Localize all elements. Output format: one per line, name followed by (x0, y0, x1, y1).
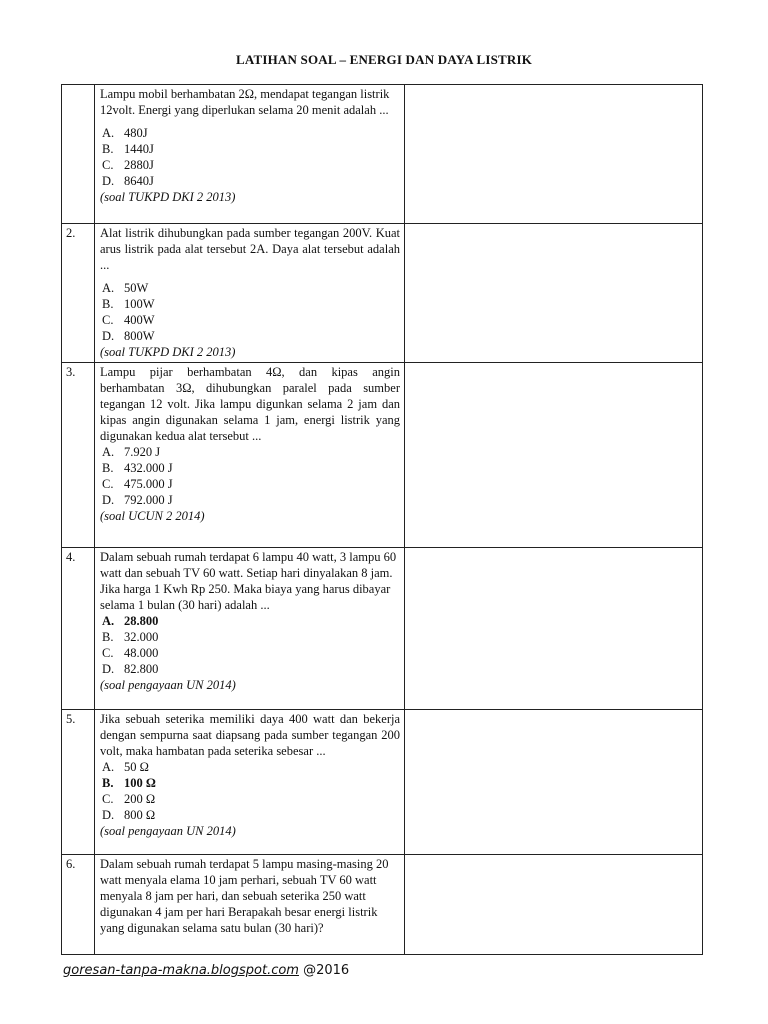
footer (63, 963, 349, 978)
option-item: D. 800W (102, 329, 155, 343)
footer-year: @2016 (298, 963, 350, 978)
question-source: (soal TUKPD DKI 2 2013) (100, 345, 236, 359)
question-text: Lampu mobil berhambatan 2Ω, mendapat tegangan listrik 12volt. Energi yang diperlukan selama 20 menit adalah ... (100, 87, 390, 117)
option-item: A. 7.920 J (102, 445, 161, 459)
question-text: Dalam sebuah rumah terdapat 6 lampu 40 watt, 3 lampu 60 watt dan sebuah TV 60 watt. Setiap hari dinyalakan 8 jam. Jika harga 1 Kwh Rp 250. Maka biaya yang harus dibayar selama 1 bulan (30 hari) adalah ... (100, 550, 397, 612)
options-list (100, 613, 400, 677)
question-cell (95, 85, 405, 224)
table-row (62, 224, 703, 363)
answer-cell[interactable] (405, 710, 703, 855)
table-row (62, 363, 703, 548)
option-item: A. 480J (102, 126, 148, 140)
question-number: 4. (62, 548, 95, 710)
answer-cell[interactable] (405, 855, 703, 955)
option-item: C. 2880J (102, 158, 154, 172)
table-row (62, 710, 703, 855)
question-cell (95, 710, 405, 855)
blog-link[interactable]: goresan-tanpa-makna.blogspot.com (63, 963, 299, 978)
question-text: Alat listrik dihubungkan pada sumber tegangan 200V. Kuat arus listrik pada alat tersebut 2A. Daya alat tersebut adalah ... (100, 226, 400, 272)
question-source: (soal pengayaan UN 2014) (100, 678, 236, 692)
question-number: 2. (62, 224, 95, 363)
question-text: Dalam sebuah rumah terdapat 5 lampu masing-masing 20 watt menyala elama 10 jam perhari, sebuah TV 60 watt menyala 8 jam per hari, dan sebuah seterika 250 watt digunakan 4 jam per hari Berapakah besar energi listrik yang digunakan selama satu bulan (30 hari)? (100, 857, 389, 935)
table-row (62, 548, 703, 710)
question-number: 3. (62, 363, 95, 548)
question-source: (soal pengayaan UN 2014) (100, 824, 236, 838)
question-cell (95, 548, 405, 710)
question-table (61, 84, 703, 955)
options-list (100, 280, 400, 344)
page-title: LATIHAN SOAL – ENERGI DAN DAYA LISTRIK (235, 52, 533, 67)
question-number (62, 85, 95, 224)
table-row (62, 855, 703, 955)
options-list (100, 125, 400, 189)
option-item: A. 50W (102, 281, 149, 295)
option-item-correct: B. 100 Ω (102, 776, 156, 790)
option-item-correct: A. 28.800 (102, 614, 159, 628)
option-item: B. 100W (102, 297, 155, 311)
option-item: C. 200 Ω (102, 792, 156, 806)
question-cell (95, 224, 405, 363)
answer-cell[interactable] (405, 363, 703, 548)
question-number: 5. (62, 710, 95, 855)
option-item: D. 82.800 (102, 662, 159, 676)
question-source: (soal UCUN 2 2014) (100, 509, 205, 523)
question-source: (soal TUKPD DKI 2 2013) (100, 190, 236, 204)
question-text: Lampu pijar berhambatan 4Ω, dan kipas angin berhambatan 3Ω, dihubungkan paralel pada sumber tegangan 12 volt. Jika lampu digunkan selama 2 jam dan kipas angin digunakan selama 1 jam, energi listrik yang digunakan kedua alat tersebut ... (100, 365, 400, 443)
question-cell (95, 363, 405, 548)
option-item: A. 50 Ω (102, 760, 149, 774)
option-item: C. 48.000 (102, 646, 159, 660)
answer-cell[interactable] (405, 224, 703, 363)
option-item: D. 8640J (102, 174, 154, 188)
options-list (100, 444, 400, 508)
option-item: C. 400W (102, 313, 155, 327)
answer-cell[interactable] (405, 85, 703, 224)
options-list (100, 759, 400, 823)
option-item: B. 32.000 (102, 630, 159, 644)
question-cell (95, 855, 405, 955)
option-item: C. 475.000 J (102, 477, 173, 491)
question-text: Jika sebuah seterika memiliki daya 400 watt dan bekerja dengan sempurna saat diapsang pada sumber tegangan 200 volt, maka hambatan pada seterika sebesar ... (100, 712, 400, 758)
option-item: B. 1440J (102, 142, 154, 156)
option-item: B. 432.000 J (102, 461, 173, 475)
option-item: D. 792.000 J (102, 493, 173, 507)
option-item: D. 800 Ω (102, 808, 156, 822)
table-row (62, 85, 703, 224)
question-number: 6. (62, 855, 95, 955)
answer-cell[interactable] (405, 548, 703, 710)
